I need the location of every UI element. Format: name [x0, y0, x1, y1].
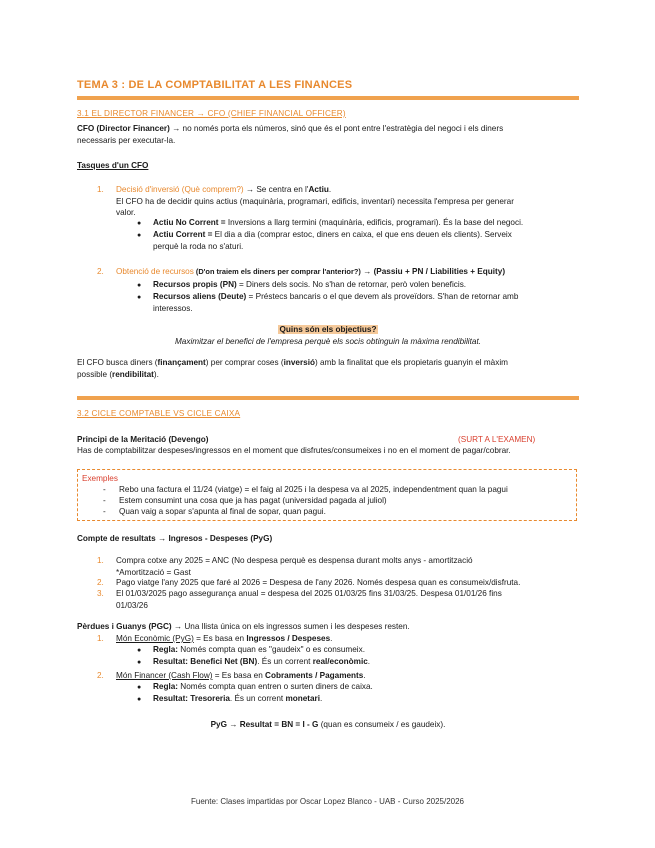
task-1-desc: El CFO ha de decidir quins actius (maquinària, programari, edificis, inventari) necessita l'empresa per generar [116, 196, 514, 206]
bullet-icon: ● [137, 294, 142, 301]
example-item: Estem consumint una cosa que ja has pagat (universidad pagada al juliol) [119, 496, 387, 505]
pyg-item: Pago viatge l'any 2025 que faré al 2026 = Despesa de l'any 2026. Només despesa quan es consumeix/disfruta. [116, 578, 521, 587]
bullet-icon: ● [137, 232, 142, 239]
pyg-item-number: 3. [97, 589, 104, 598]
recursos-propis-text: = Diners dels socis. No s'han de retornar, però volen beneficis. [236, 280, 467, 289]
footer-source: Fuente: Clases impartidas por Oscar Lopez Blanco - UAB - Curso 2025/2026 [190, 797, 465, 806]
summary-text: possible ( [77, 369, 113, 379]
rule-label: Regla: [153, 645, 179, 654]
pyg-item-text: El 01/03/2025 pago assegurança anual = despesa del 2025 01/03/25 fins 31/03/25. Despesa 01/01/26 fins [116, 589, 502, 598]
world-economic-result [153, 656, 578, 668]
world-number: 2. [97, 671, 104, 680]
world-financial-basis: Cobraments / Pagaments [265, 671, 364, 680]
rule-label: Regla: [153, 682, 179, 691]
bullet-icon: ● [137, 282, 142, 289]
world-text: . [330, 634, 333, 643]
world-number: 1. [97, 634, 104, 643]
task-1-bullet-1 [153, 217, 578, 229]
result-label: Resultat: Tresoreria [153, 694, 230, 703]
task-2-formula: (Passiu + PN / Liabilities + Equity) [373, 267, 506, 276]
result-text: . [320, 694, 323, 703]
pyg-title [77, 533, 272, 545]
task-2-title: Obtenció de recursos [116, 267, 194, 276]
bullet-icon: ● [137, 684, 142, 691]
example-item: Rebo una factura el 11/24 (viatge) = el faig al 2025 i la despesa va al 2025, independentment quan la pagui [119, 485, 508, 494]
summary-text: ) amb la finalitat que els propietaris guanyin el màxim [315, 358, 508, 367]
task-1-title: Decisió d'inversió (Què comprem?) [116, 185, 244, 194]
world-text: . [363, 671, 366, 680]
task-1-arrow: → Se centra en l' [243, 185, 309, 194]
task-1 [116, 184, 578, 219]
task-2 [116, 266, 578, 278]
pyg-item-text: Compra cotxe any 2025 = ANC (No despesa perquè es despensa durant molts anys - amortització [116, 556, 473, 565]
summary-rendibilitat: rendibilitat [112, 369, 154, 379]
task-1-bullet-2 [153, 229, 578, 252]
world-economic [116, 633, 576, 645]
tasks-title: Tasques d'un CFO [77, 161, 149, 170]
pyg-item-text: *Amortització = Gast [116, 567, 191, 577]
pgc-text: → Una llista única on els ingressos sumen i les despeses resten. [171, 622, 410, 631]
result-text: . És un corrent [229, 694, 286, 703]
principle-description: Has de comptabilitzar despeses/ingressos en el moment que disfrutes/consumeixes i no en el moment de pagar/cobrar. [77, 446, 511, 455]
cfo-intro [77, 123, 577, 146]
objectives-block [77, 324, 579, 347]
world-economic-label: Món Econòmic (PyG) [116, 634, 194, 643]
dash-icon: - [103, 507, 106, 516]
recursos-aliens-text: = Préstecs bancaris o el que devem als proveïdors. S'han de retornar amb [246, 292, 519, 301]
actiu-no-corrent-text: Inversions a llarg termini (maquinària, edificis, programari). És la base del negoci. [225, 218, 524, 227]
result-type: monetari [285, 694, 321, 703]
section-divider [77, 396, 579, 400]
world-financial [116, 670, 576, 682]
bullet-icon: ● [137, 659, 142, 666]
principle-label: Principi de la Meritació (Devengo) [77, 435, 209, 444]
cfo-intro-text: → no només porta els números, sinó que és el pont entre l'estratègia del negoci i els diners [169, 124, 504, 133]
page-title: TEMA 3 : DE LA COMPTABILITAT A LES FINANCES [77, 79, 353, 91]
cfo-intro-bold: CFO (Director Financer) [77, 124, 170, 133]
pgc-label: Pèrdues i Guanys (PGC) [77, 622, 172, 631]
world-economic-rule [153, 644, 578, 656]
result-label: Resultat: Benefici Net (BN) [153, 657, 258, 666]
cfo-intro-line2: necessaris per executar-la. [77, 135, 176, 145]
world-text: = Es basa en [212, 671, 266, 680]
rule-text: Només compta quan es "gaudeix" o es consumeix. [178, 645, 365, 654]
exam-tag: (SURT A L'EXAMEN) [458, 435, 536, 444]
task-1-focus: Actiu [308, 185, 329, 194]
summary-text: ). [153, 369, 159, 379]
result-text: . [367, 657, 371, 666]
cfo-summary [77, 357, 577, 380]
world-economic-basis: Ingressos / Despeses [246, 634, 331, 643]
dash-icon: - [103, 496, 106, 505]
task-2-arrow: → [360, 267, 374, 276]
summary-text: El CFO busca diners ( [77, 358, 158, 367]
objectives-answer: Maximitzar el benefici de l'empresa perquè els socis obtinguin la màxima rendibilitat. [174, 336, 481, 346]
pyg-item-number: 1. [97, 556, 104, 565]
result-type: real/econòmic [312, 657, 368, 666]
world-financial-rule [153, 681, 578, 693]
actiu-corrent-label: Actiu Corrent = [153, 230, 213, 239]
formula-bold: PyG → Resultat = BN = I - G [210, 720, 319, 729]
actiu-no-corrent-label: Actiu No Corrent = [153, 218, 226, 227]
summary-inversio: inversió [283, 358, 315, 367]
objectives-question: Quins són els objectius? [279, 325, 377, 334]
section-divider [77, 96, 579, 100]
task-1-desc-line2: valor. [116, 208, 136, 218]
formula-text: (quan es consumeix / es gaudeix). [318, 720, 446, 729]
summary-text: ) per comprar coses ( [205, 358, 284, 367]
examples-title: Exemples [82, 474, 118, 483]
bullet-icon: ● [137, 220, 142, 227]
world-financial-result [153, 693, 578, 705]
bullet-icon: ● [137, 647, 142, 654]
bullet-icon: ● [137, 696, 142, 703]
summary-financament: finançament [157, 358, 206, 367]
pyg-item-number: 2. [97, 578, 104, 587]
task-2-question: (D'on traiem els diners per comprar l'anterior?) [193, 267, 361, 276]
task-2-bullet-2 [153, 291, 578, 314]
world-financial-label: Món Financer (Cash Flow) [116, 671, 213, 680]
recursos-propis-label: Recursos propis (PN) [153, 280, 237, 289]
pyg-item [116, 588, 586, 611]
section-heading-cycle: 3.2 CICLE COMPTABLE VS CICLE CAIXA [77, 409, 241, 418]
pgc-line [77, 621, 577, 633]
rule-text: Només compta quan entren o surten diners de caixa. [178, 682, 373, 691]
recursos-aliens-line2: interessos. [153, 303, 193, 313]
principle-title [77, 434, 208, 446]
recursos-aliens-label: Recursos aliens (Deute) [153, 292, 247, 301]
actiu-corrent-line2: perquè la roda no s'aturi. [153, 241, 244, 251]
section-heading-cfo: 3.1 EL DIRECTOR FINANCER → CFO (CHIEF FINANCIAL OFFICER) [77, 109, 346, 118]
task-2-number: 2. [97, 267, 104, 276]
dash-icon: - [103, 485, 106, 494]
task-1-dot: . [328, 185, 332, 194]
task-2-bullet-1 [153, 279, 578, 291]
pyg-item-text: 01/03/26 [116, 600, 148, 610]
example-item: Quan vaig a sopar s'apunta al final de sopar, quan pagui. [119, 507, 326, 516]
world-text: = Es basa en [193, 634, 247, 643]
task-1-number: 1. [97, 185, 104, 194]
result-text: . És un corrent [257, 657, 313, 666]
pyg-formula [77, 719, 579, 731]
pyg-item [116, 555, 578, 578]
pyg-title-text: Compte de resultats → Ingresos - Despeses (PyG) [77, 534, 273, 543]
actiu-corrent-text: El dia a dia (comprar estoc, diners en caixa, el que ens deuen els clients). Serveix [212, 230, 512, 239]
